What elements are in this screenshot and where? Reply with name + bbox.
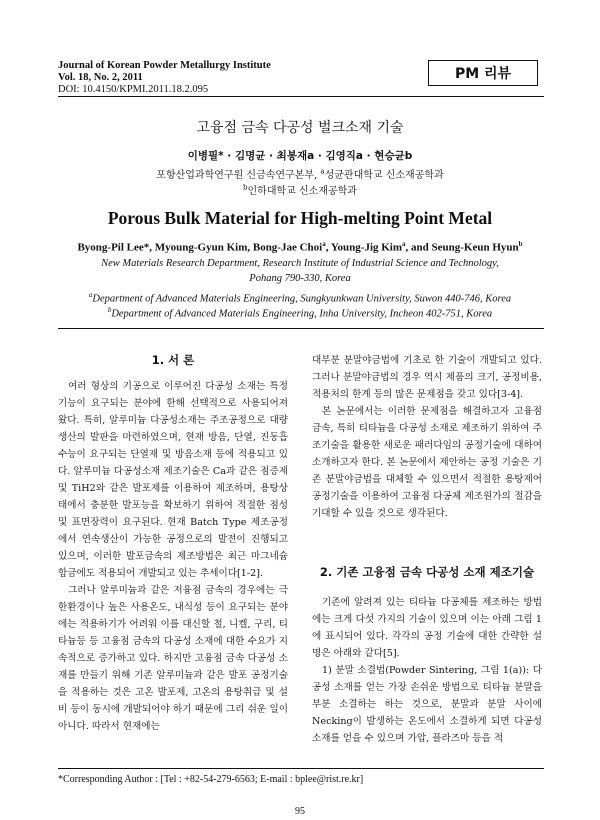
english-affiliation-a: $^a$Department of Advanced Materials Engineering, Sungkyunkwan University, Suwon 440-746, Korea — [88, 291, 512, 305]
korean-authors-text: 이병필* · 김명균 · 최봉재a · 김영직a · 현승균b — [187, 150, 413, 162]
right-paragraph-3: 기존에 알려져 있는 티타늄 다공체를 제조하는 방법에는 크게 다섯 가지의 기술이 있으며 이는 아래 그림 1에 표시되어 있다. 각각의 공정 기술에 대한 간략한 설명은 아래와 같다[5]. — [312, 597, 542, 659]
korean-affiliation-1: 포항산업과학연구원 신금속연구본부, $^a$성균관대학교 신소재공학과 — [156, 167, 444, 181]
left-paragraph-2: 그러나 알루미늄과 같은 저융점 금속의 경우에는 극한환경이나 높은 사용온도, 내식성 등이 요구되는 분야에는 적용하기가 어려워 이를 대신할 철, 니켈, 구리, 티타늄등 등 고융점 금속의 다공성 소재에 대한 수요가 지속적으로 증가하고 있다. 하지만 고융점 금속 다공성 소재를 만들기 위해 기존 알루미늄과 같은 발포 공정기술을 적용하는 것은 고온 발포제, 고온의 용탕취급 및 설비 등이 동시에 개발되어야 하기 때문에 그리 쉬운 일이 아니다. 따라서 현재에는 — [58, 585, 288, 732]
korean-authors — [0, 148, 600, 163]
english-authors: Byong-Pil Lee*, Myoung-Gyun Kim, Bong-Jae Choi$^a$, Young-Jig Kim$^a$, and Seung-Keun Hyun$^b$ — [77, 240, 523, 254]
header-rule — [58, 96, 544, 97]
right-column-bottom — [312, 594, 542, 747]
right-paragraph-1: 대부분 분말야금법에 기초로 한 기술이 개발되고 있다. 그러나 분말야금법의 경우 역시 제품의 크기, 공정비용, 적용처의 한계 등의 많은 문제점을 갖고 있다[3-4]. — [312, 355, 542, 400]
right-column-top — [312, 352, 542, 522]
english-title: Porous Bulk Material for High-melting Point Metal — [107, 208, 493, 228]
journal-volume: Vol. 18, No. 2, 2011 — [58, 72, 143, 83]
left-column — [58, 378, 288, 735]
korean-affiliation-2: $^b$인하대학교 신소재공학과 — [243, 183, 357, 197]
title-block-rule — [58, 328, 544, 329]
right-paragraph-2: 본 논문에서는 이러한 문제점을 해결하고자 고융점 금속, 특히 티타늄을 다공성 소재로 제조하기 위하여 주조기술을 활용한 새로운 패러다임의 공정기술에 대하여 소개하고자 한다. 본 논문에서 제안하는 공정 기술은 기존 분말야금법을 대체할 수 있으면서 적절한 용탕제어공정기술을 이용하여 고융점 다공체 제조원가의 절감을 기대할 수 있을 것으로 생각된다. — [312, 406, 542, 519]
section-2-heading: 2. 기존 고융점 금속 다공성 소재 제조기술 — [319, 565, 535, 579]
section-1-heading: 1. 서 론 — [151, 353, 195, 367]
journal-doi: DOI: 10.4150/KPMI.2011.18.2.095 — [58, 84, 209, 95]
journal-name: Journal of Korean Powder Metallurgy Institute — [58, 60, 271, 71]
english-affiliation-b: $^b$Department of Advanced Materials Engineering, Inha University, Incheon 402-751, Korea — [107, 306, 493, 320]
page-number: 95 — [295, 806, 305, 817]
journal-info — [58, 60, 271, 96]
english-affiliation-main: New Materials Research Department, Research Institute of Industrial Science and Technology, Pohang 790-330, Korea — [101, 258, 499, 284]
right-paragraph-4: 1) 분말 소결법(Powder Sintering, 그림 1(a)): 다공성 소재를 얻는 가장 손쉬운 방법으로 티타늄 분말을 부분 소결하는 하는 것으로, 분말과 분말 사이에 Necking이 발생하는 온도에서 소결하게 되면 다공성 소재를 얻을 수 있으며 가압, 플라즈마 등을 적 — [312, 665, 542, 744]
korean-title: 고융점 금속 다공성 벌크소재 기술 — [196, 120, 404, 136]
left-paragraph-1: 여러 형상의 기공으로 이루어진 다공성 소재는 특정 기능이 요구되는 분야에 한해 선택적으로 사용되어져 왔다. 특히, 알루미늄 다공성소재는 주조공정으로 대량생산의 발판을 마련하였으며, 현재 방음, 단열, 진동흡수능이 요구되는 단열재 및 방음소재 등에 적용되고 있다. 알루미늄 다공성소재 제조기술은 Ca과 같은 점증제 및 TiH2와 같은 발포제를 이용하여 제조하며, 용탕상태에서 충분한 발포능을 확보하기 위하여 적절한 점성 및 표면장력이 요구된다. 현재 Batch Type 제조공정에서 연속생산이 가능한 공정으로의 발전이 진행되고 있으며, 이러한 발포금속의 제조방법은 최근 마그네슘 합금에도 적용되어 개발되고 있는 추세이다[1-2]. — [58, 381, 288, 579]
footnote: *Corresponding Author : [Tel : +82-54-279-6563; E-mail : bplee@rist.re.kr] — [58, 774, 364, 785]
footnote-rule — [58, 768, 544, 769]
section-label-box: PM 리뷰 — [428, 60, 538, 86]
